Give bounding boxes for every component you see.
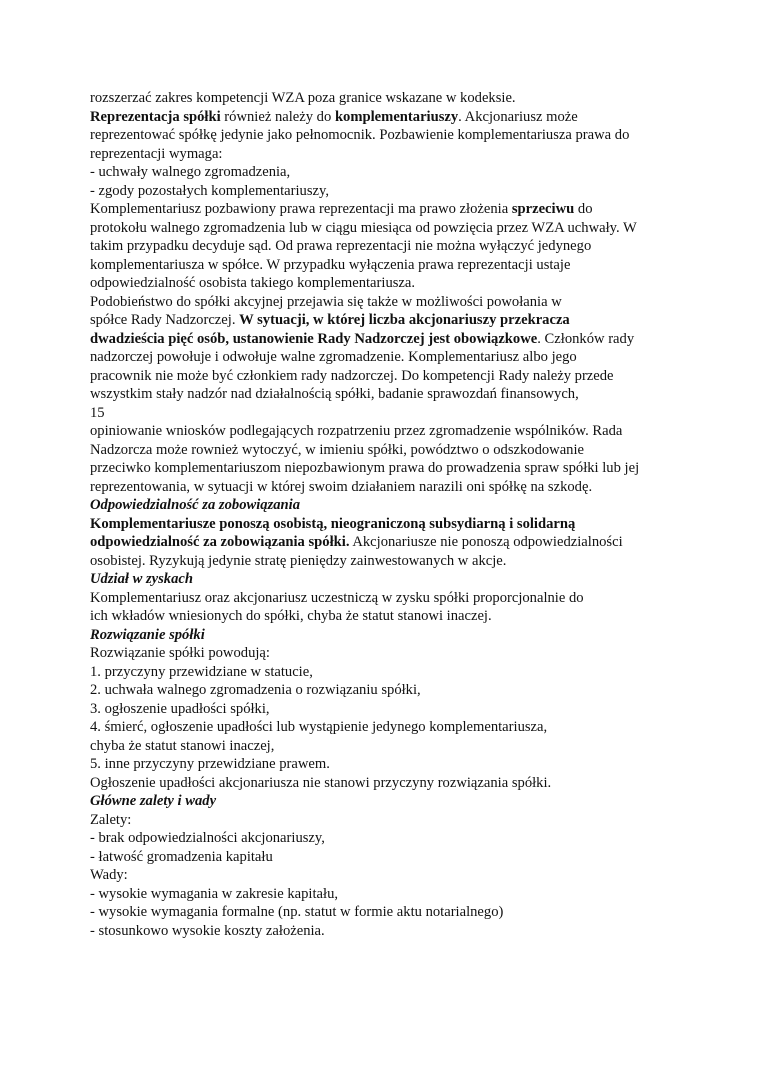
- bold-text: odpowiedzialność za zobowiązania spółki.: [90, 534, 350, 550]
- text-run: chyba że statut stanowi inaczej,: [90, 737, 275, 754]
- text-run: 5. inne przyczyny przewidziane prawem.: [90, 756, 330, 772]
- document-body: [90, 89, 680, 940]
- text-run: reprezentacji wymaga:: [90, 145, 223, 162]
- text-run: - brak odpowiedzialności akcjonariuszy,: [90, 830, 325, 846]
- bold-text: Komplementariusze ponoszą osobistą, nieograniczoną subsydiarną i solidarną: [90, 515, 576, 532]
- text-line: [90, 348, 680, 367]
- text-run: do: [574, 201, 593, 217]
- text-line: [90, 108, 680, 127]
- bold-text: W sytuacji, w której liczba akcjonariuszy przekracza: [239, 312, 570, 328]
- text-run: przeciwko komplementariuszom niepozbawionym prawa do prowadzenia spraw spółki lub jej: [90, 460, 640, 476]
- text-run: opiniowanie wniosków podlegających rozpatrzeniu przez zgromadzenie wspólników. Rada: [90, 423, 623, 439]
- text-line: [90, 367, 680, 386]
- text-run: Nadzorcza może rownież wytoczyć, w imieniu spółki, powództwo o odszkodowanie: [90, 441, 585, 458]
- text-line: [90, 922, 680, 941]
- text-line: [90, 311, 680, 330]
- text-line: [90, 866, 680, 885]
- text-run: 15: [90, 404, 105, 421]
- text-line: [90, 552, 680, 571]
- text-run: 1. przyczyny przewidziane w statucie,: [90, 663, 313, 680]
- text-run: ich wkładów wniesionych do spółki, chyba że statut stanowi inaczej.: [90, 608, 492, 624]
- text-run: reprezentowania, w sytuacji w której swoim działaniem narazili oni spółkę na szkodę.: [90, 478, 593, 495]
- text-run: komplementariusza w spółce. W przypadku wyłączenia prawa reprezentacji ustaje: [90, 256, 571, 273]
- text-line: [90, 163, 680, 182]
- text-line: [90, 718, 680, 737]
- bold-text: Reprezentacja spółki: [90, 108, 221, 125]
- text-run: 2. uchwała walnego zgromadzenia o rozwiązaniu spółki,: [90, 682, 421, 698]
- heading-text: Rozwiązanie spółki: [90, 626, 205, 643]
- text-line: [90, 256, 680, 275]
- text-run: . Członków rady: [537, 330, 635, 347]
- text-run: Wady:: [90, 867, 128, 883]
- text-run: - wysokie wymagania formalne (np. statut w formie aktu notarialnego): [90, 904, 504, 920]
- text-line: [90, 700, 680, 719]
- text-run: osobistej. Ryzykują jedynie stratę pieniędzy zainwestowanych w akcje.: [90, 552, 507, 569]
- text-run: reprezentować spółkę jedynie jako pełnomocnik. Pozbawienie komplementariusza prawa do: [90, 127, 630, 143]
- text-run: rozszerzać zakres kompetencji WZA poza granice wskazane w kodeksie.: [90, 90, 516, 106]
- text-line: [90, 459, 680, 478]
- text-run: Komplementariusz oraz akcjonariusz uczestniczą w zysku spółki proporcjonalnie do: [90, 589, 584, 606]
- text-run: - zgody pozostałych komplementariuszy,: [90, 182, 329, 199]
- text-run: Podobieństwo do spółki akcyjnej przejawia się także w możliwości powołania w: [90, 293, 562, 310]
- text-line: [90, 145, 680, 164]
- section-heading: [90, 626, 680, 645]
- text-line: [90, 774, 680, 793]
- text-line: [90, 330, 680, 349]
- text-line: [90, 126, 680, 145]
- text-line: [90, 589, 680, 608]
- text-run: 3. ogłoszenie upadłości spółki,: [90, 700, 270, 717]
- text-line: [90, 274, 680, 293]
- text-line: [90, 385, 680, 404]
- heading-text: Odpowiedzialność za zobowiązania: [90, 497, 301, 513]
- text-line: [90, 422, 680, 441]
- text-run: spółce Rady Nadzorczej.: [90, 312, 240, 328]
- text-run: nadzorczej powołuje i odwołuje walne zgromadzenie. Komplementariusz albo jego: [90, 349, 577, 365]
- text-line: [90, 885, 680, 904]
- text-line: [90, 515, 680, 534]
- text-line: [90, 237, 680, 256]
- text-line: [90, 219, 680, 238]
- text-line: [90, 755, 680, 774]
- section-heading: [90, 792, 680, 811]
- text-line: [90, 811, 680, 830]
- text-line: [90, 848, 680, 867]
- text-line: [90, 89, 680, 108]
- text-run: - uchwały walnego zgromadzenia,: [90, 164, 291, 180]
- text-line: [90, 404, 680, 423]
- text-line: [90, 293, 680, 312]
- section-heading: [90, 570, 680, 589]
- text-run: protokołu walnego zgromadzenia lub w ciągu miesiąca od powzięcia przez WZA uchwały. W: [90, 219, 637, 236]
- text-run: Zalety:: [90, 811, 132, 828]
- text-run: pracownik nie może być członkiem rady nadzorczej. Do kompetencji Rady należy przede: [90, 367, 614, 384]
- text-line: [90, 533, 680, 552]
- text-run: . Akcjonariusz może: [458, 108, 578, 125]
- bold-text: dwadzieścia pięć osób, ustanowienie Rady Nadzorczej jest obowiązkowe: [90, 330, 538, 347]
- text-line: [90, 182, 680, 201]
- text-run: - wysokie wymagania w zakresie kapitału,: [90, 885, 339, 902]
- heading-text: Udział w zyskach: [90, 571, 193, 587]
- text-line: [90, 200, 680, 219]
- text-line: [90, 663, 680, 682]
- text-line: [90, 903, 680, 922]
- text-line: [90, 681, 680, 700]
- text-run: Akcjonariusze nie ponoszą odpowiedzialności: [349, 534, 623, 550]
- text-run: Komplementariusz pozbawiony prawa reprezentacji ma prawo złożenia: [90, 201, 512, 217]
- text-run: odpowiedzialność osobista takiego komplementariusza.: [90, 275, 416, 291]
- text-run: Rozwiązanie spółki powodują:: [90, 645, 270, 661]
- text-line: [90, 478, 680, 497]
- bold-text: sprzeciwu: [511, 201, 575, 217]
- heading-text: Główne zalety i wady: [90, 793, 217, 809]
- text-run: - stosunkowo wysokie koszty założenia.: [90, 922, 325, 939]
- text-run: również należy do: [220, 108, 335, 125]
- text-line: [90, 737, 680, 756]
- text-run: wszystkim stały nadzór nad działalnością spółki, badanie sprawozdań finansowych,: [90, 386, 579, 402]
- text-line: [90, 441, 680, 460]
- text-line: [90, 644, 680, 663]
- text-run: 4. śmierć, ogłoszenie upadłości lub wystąpienie jedynego komplementariusza,: [90, 719, 548, 735]
- text-line: [90, 829, 680, 848]
- text-line: [90, 607, 680, 626]
- section-heading: [90, 496, 680, 515]
- text-run: - łatwość gromadzenia kapitału: [90, 848, 273, 865]
- text-run: takim przypadku decyduje sąd. Od prawa reprezentacji nie można wyłączyć jedynego: [90, 238, 592, 254]
- bold-text: komplementariuszy: [334, 108, 459, 125]
- text-run: Ogłoszenie upadłości akcjonariusza nie stanowi przyczyny rozwiązania spółki.: [90, 774, 552, 791]
